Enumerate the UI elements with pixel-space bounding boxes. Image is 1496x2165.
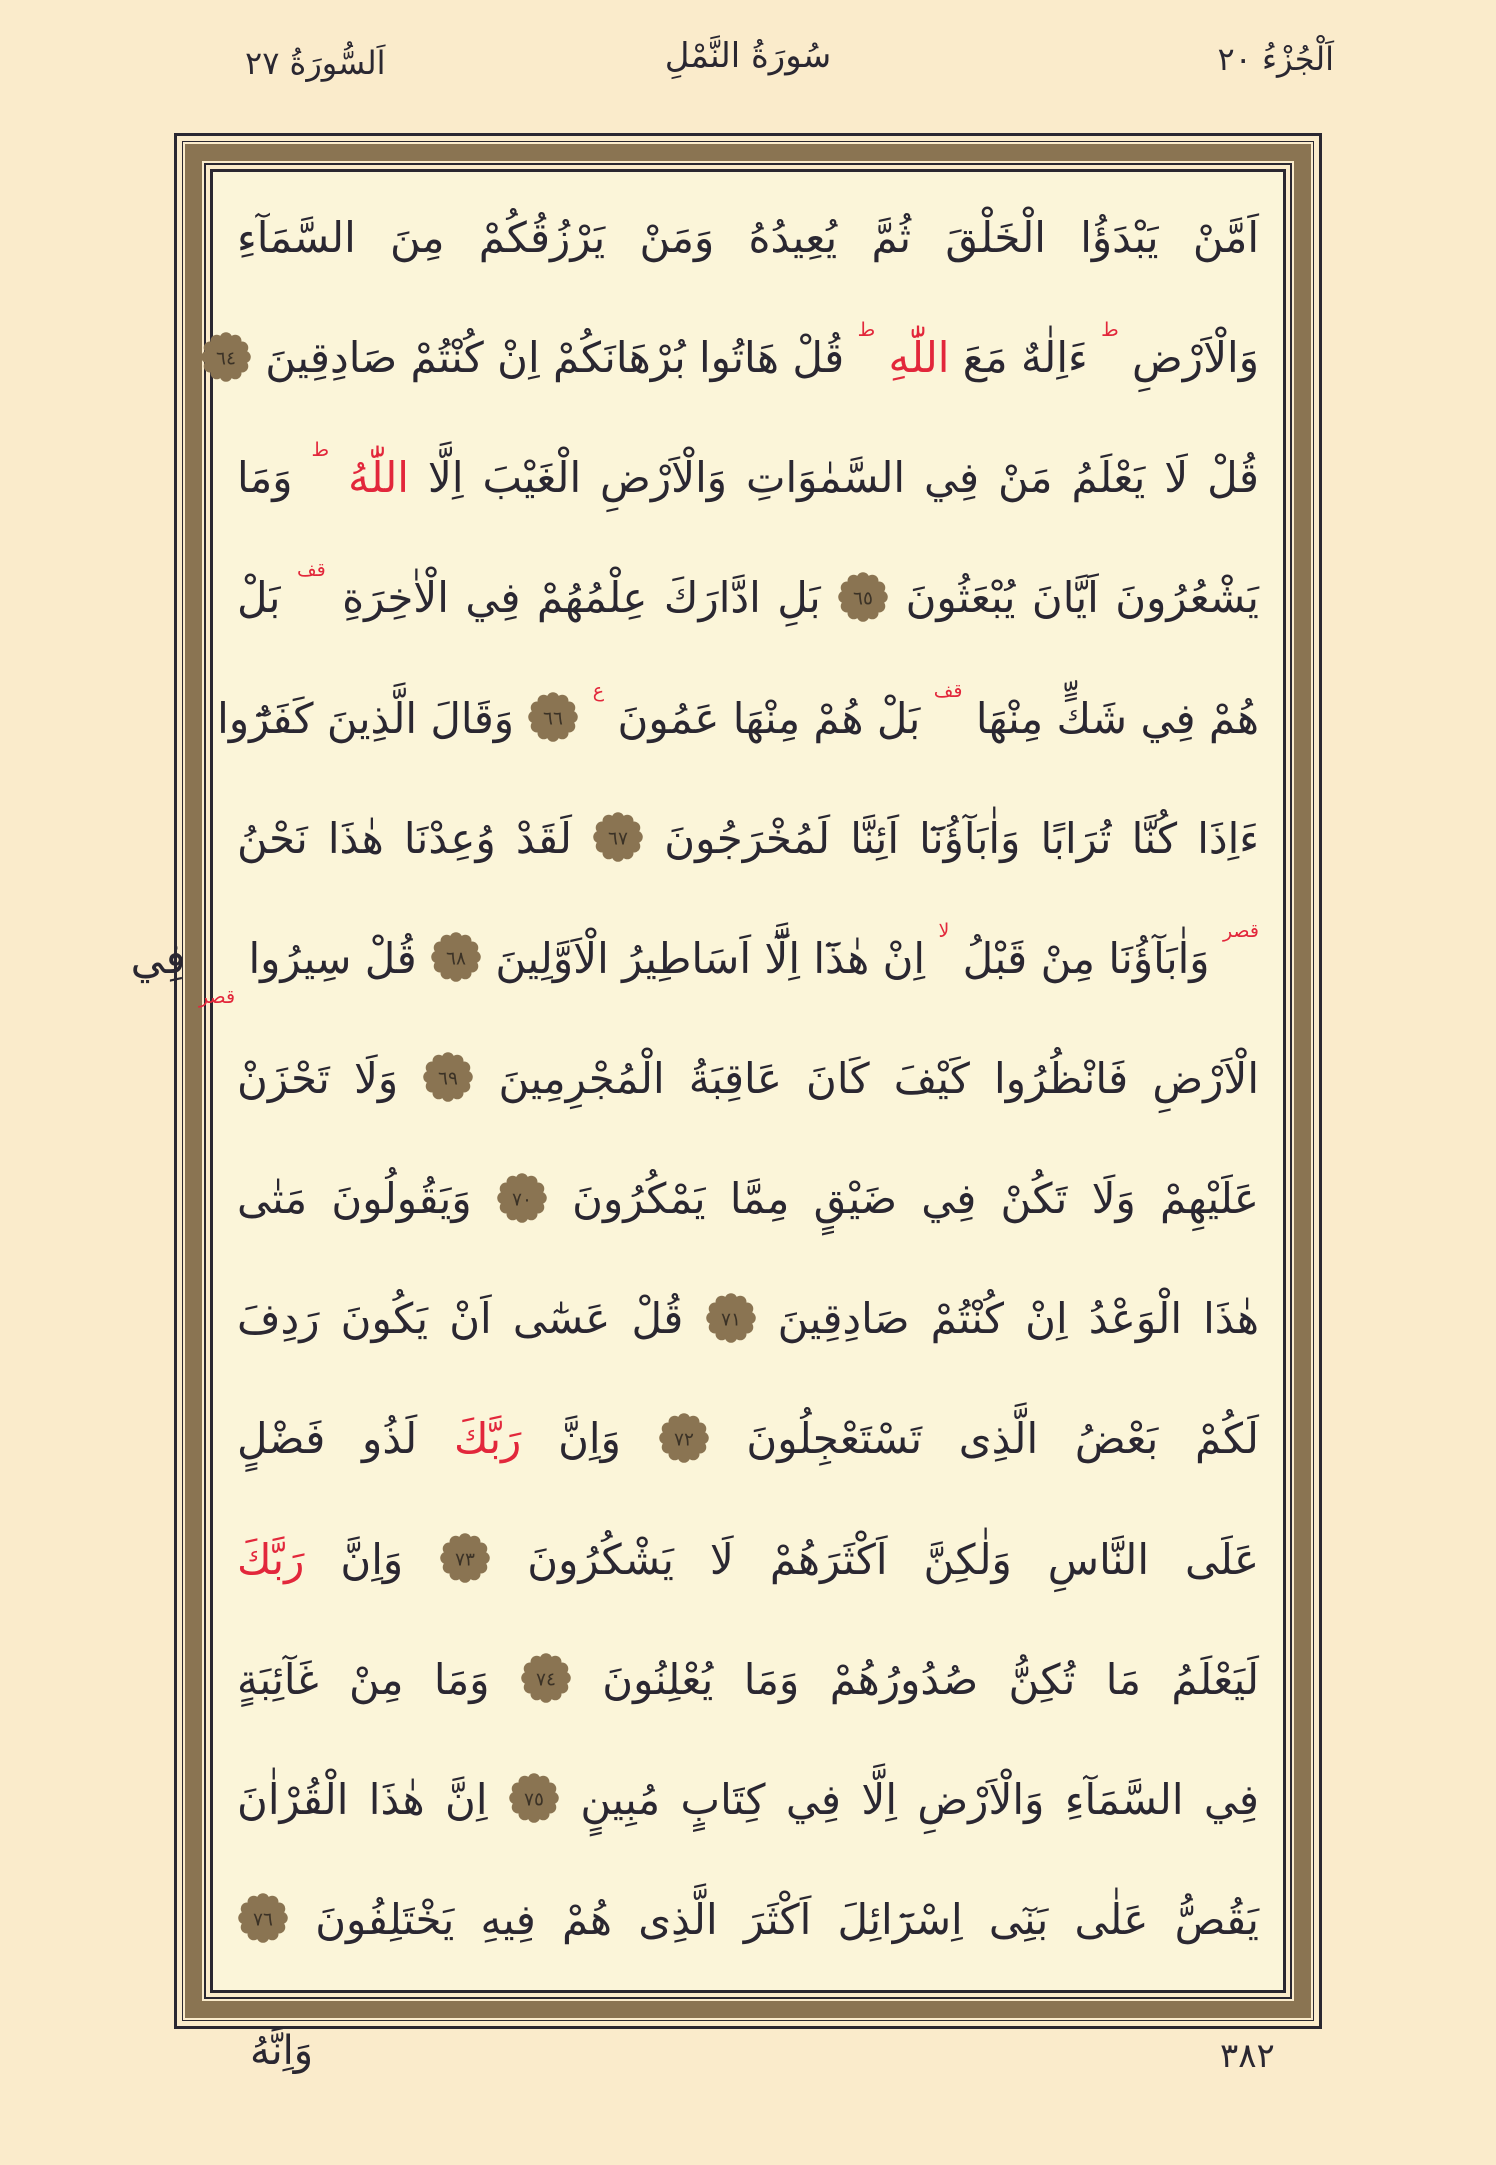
verse-marker	[658, 1420, 710, 1464]
quran-text: وَالْاَرْضِ	[1132, 333, 1259, 383]
svg-text:٦٤: ٦٤	[215, 348, 236, 370]
quran-text: فِي السَّمَآءِ وَالْاَرْضِ اِلَّا فِي كِتَابٍ مُبِينٍ	[580, 1774, 1259, 1824]
tajweed-mark: قصر	[199, 985, 236, 1008]
quran-line	[215, 298, 1259, 418]
verse-rosette-icon	[430, 931, 482, 983]
verse-rosette-icon	[658, 1412, 710, 1464]
quran-text: لَقَدْ وُعِدْنَا هٰذَا نَحْنُ	[237, 813, 572, 863]
quran-text: قُلْ لَا يَعْلَمُ مَنْ فِي السَّمٰوَاتِ وَالْاَرْضِ الْغَيْبَ اِلَّا	[427, 453, 1259, 503]
quran-text: قُلْ سِيرُوا	[248, 933, 417, 983]
tajweed-mark: لا	[938, 919, 950, 942]
quran-line	[237, 178, 1259, 298]
quran-text: وَقَالَ الَّذِينَ كَفَرُٓوا	[217, 693, 515, 743]
surah-title: سُورَةُ النَّمْلِ	[664, 36, 832, 76]
verse-marker	[439, 1540, 491, 1584]
verse-rosette-icon	[527, 691, 579, 743]
quran-text: وَاٰبَآؤُنَا مِنْ قَبْلُ	[962, 933, 1210, 983]
verse-marker	[520, 1660, 572, 1704]
quran-line	[237, 1139, 1259, 1259]
quran-line	[237, 1500, 1259, 1620]
quran-text: بَلِ ادَّارَكَ عِلْمُهُمْ فِي الْاٰخِرَةِ	[342, 573, 821, 623]
verse-marker	[422, 1059, 474, 1103]
svg-text:٧٣: ٧٣	[455, 1549, 476, 1571]
quran-text: لَيَعْلَمُ مَا تُكِنُّ صُدُورُهُمْ وَمَا يُعْلِنُونَ	[602, 1654, 1260, 1704]
quran-line	[237, 538, 1259, 658]
quran-text: وَيَقُولُونَ مَتٰى	[237, 1174, 472, 1224]
quran-line	[237, 1860, 1259, 1980]
quran-line	[130, 899, 1259, 1019]
quran-text-area	[130, 172, 1283, 1990]
verse-rosette-icon	[237, 1892, 289, 1944]
quran-text: لَكُمْ بَعْضُ الَّذِى تَسْتَعْجِلُونَ	[746, 1414, 1259, 1464]
verse-rosette-icon	[422, 1051, 474, 1103]
verse-marker	[496, 1180, 548, 1224]
quran-text: عَلَى النَّاسِ وَلٰكِنَّ اَكْثَرَهُمْ لَا يَشْكُرُونَ	[527, 1534, 1259, 1584]
verse-marker	[592, 819, 644, 863]
verse-rosette-icon	[837, 571, 889, 623]
quran-text: وَلَا تَحْزَنْ	[237, 1053, 399, 1103]
tajweed-mark: ط	[311, 439, 330, 462]
verse-marker	[837, 579, 889, 623]
verse-rosette-icon	[496, 1172, 548, 1224]
page-number: ٣٨٢	[1220, 2036, 1275, 2076]
surah-ref-label: اَلسُّورَةُ ٢٧	[245, 44, 386, 82]
quran-text: لَذُو فَضْلٍ	[237, 1414, 418, 1464]
quran-line	[237, 1620, 1259, 1740]
quran-line	[237, 1019, 1259, 1139]
quran-text: بَلْ هُمْ مِنْهَا عَمُونَ	[617, 693, 921, 743]
tajweed-mark: قف	[296, 559, 326, 582]
svg-text:٦٩: ٦٩	[438, 1068, 459, 1090]
highlighted-word: اللّٰهِ	[888, 333, 950, 383]
quran-text: هٰذَا الْوَعْدُ اِنْ كُنْتُمْ صَادِقِينَ	[777, 1294, 1260, 1344]
tajweed-mark: ط	[1101, 319, 1119, 342]
tajweed-mark: ط	[857, 319, 876, 342]
juz-label: اَلْجُزْءُ ٢٠	[1217, 40, 1334, 78]
svg-text:٧٠: ٧٠	[511, 1189, 532, 1211]
highlighted-word: رَبَّكَ	[453, 1414, 522, 1464]
verse-rosette-icon	[592, 811, 644, 863]
quran-text: اَمَّنْ يَبْدَؤُا الْخَلْقَ ثُمَّ يُعِيدُهُ وَمَنْ يَرْزُقُكُمْ مِنَ السَّمَآءِ	[237, 213, 1259, 262]
verse-rosette-icon	[439, 1532, 491, 1584]
quran-text: وَاِنَّ	[340, 1534, 404, 1584]
quran-line	[237, 779, 1259, 899]
verse-marker	[705, 1300, 757, 1344]
quran-text: فِي	[130, 933, 186, 983]
catchword: وَاِنَّهُ	[250, 2028, 314, 2074]
quran-line	[237, 1740, 1259, 1860]
tajweed-mark: قصر	[1222, 919, 1259, 942]
quran-text: عَلَيْهِمْ وَلَا تَكُنْ فِي ضَيْقٍ مِمَّا يَمْكُرُونَ	[572, 1174, 1259, 1224]
quran-text: هُمْ فِي شَكٍّ مِنْهَا	[975, 693, 1259, 743]
ornamental-frame	[130, 172, 1283, 1990]
svg-text:٧١: ٧١	[720, 1309, 741, 1331]
quran-text: اِنْ هٰذَٓا اِلَّٓا اَسَاطِيرُ الْاَوَّلِينَ	[495, 933, 926, 983]
quran-text: الْاَرْضِ فَانْظُرُوا كَيْفَ كَانَ عَاقِبَةُ الْمُجْرِمِينَ	[498, 1053, 1260, 1103]
quran-text: قُلْ عَسٰٓى اَنْ يَكُونَ رَدِفَ	[237, 1294, 684, 1344]
quran-text: وَمَا مِنْ غَآئِبَةٍ	[237, 1654, 490, 1704]
highlighted-word: رَبَّكَ	[237, 1534, 305, 1584]
quran-text: اِنَّ هٰذَا الْقُرْاٰنَ	[237, 1774, 488, 1824]
svg-text:٦٨: ٦٨	[446, 948, 467, 970]
quran-line	[217, 659, 1259, 779]
verse-marker	[508, 1780, 560, 1824]
quran-text: قُلْ هَاتُوا بُرْهَانَكُمْ اِنْ كُنْتُمْ صَادِقِينَ	[265, 333, 845, 383]
quran-text: وَمَا	[237, 453, 293, 503]
verse-marker	[200, 339, 252, 383]
quran-text: يَشْعُرُونَ اَيَّانَ يُبْعَثُونَ	[905, 573, 1259, 623]
quran-line	[237, 418, 1259, 538]
verse-marker	[430, 939, 482, 983]
verse-marker	[237, 1900, 289, 1944]
svg-text:٧٢: ٧٢	[673, 1429, 694, 1451]
quran-text: وَاِنَّ	[558, 1414, 621, 1464]
quran-text: ءَاِذَا كُنَّا تُرَابًا وَاٰبَآؤُنَٓا اَئِنَّا لَمُخْرَجُونَ	[664, 813, 1259, 863]
verse-rosette-icon	[508, 1772, 560, 1824]
svg-text:٧٦: ٧٦	[253, 1909, 273, 1931]
svg-text:٦٧: ٦٧	[608, 828, 629, 850]
verse-rosette-icon	[200, 331, 252, 383]
quran-line	[237, 1259, 1259, 1379]
tajweed-mark: ع	[592, 679, 605, 702]
quran-text: يَقُصُّ عَلٰى بَنِٓى اِسْرَٓائِلَ اَكْثَرَ الَّذِى هُمْ فِيهِ يَخْتَلِفُونَ	[315, 1894, 1259, 1944]
svg-text:٧٤: ٧٤	[535, 1669, 556, 1691]
verse-rosette-icon	[520, 1652, 572, 1704]
verse-rosette-icon	[705, 1292, 757, 1344]
quran-text: ءَاِلٰهٌ مَعَ	[962, 333, 1088, 383]
quran-line	[237, 1379, 1259, 1499]
tajweed-mark: قف	[933, 679, 963, 702]
svg-text:٦٥: ٦٥	[853, 588, 874, 610]
highlighted-word: اللّٰهُ	[348, 453, 409, 503]
svg-text:٧٥: ٧٥	[523, 1789, 544, 1811]
svg-text:٦٦: ٦٦	[543, 708, 564, 730]
verse-marker	[527, 699, 579, 743]
quran-text: بَلْ	[237, 573, 281, 623]
